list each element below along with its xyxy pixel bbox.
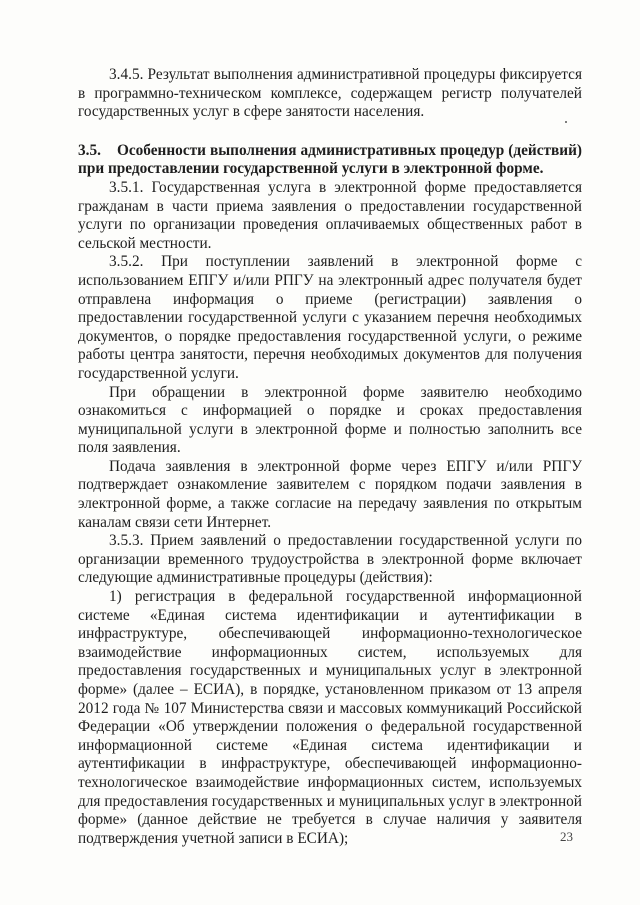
paragraph-electronic-appeal: При обращении в электронной форме заявителю необходимо ознакомиться с информацией о порядке и сроках предоставления муниципальной услуги в электронной форме и полностью заполнить все поля заявления. — [78, 383, 582, 457]
paragraph-3-5-3: 3.5.3. Прием заявлений о предоставлении государственной услуги по организации временного трудоустройства в электронной форме включает следующие административные процедуры (действия): — [78, 532, 582, 587]
scan-speck — [565, 121, 567, 123]
document-body — [78, 66, 582, 848]
paragraph-3-5-1: 3.5.1. Государственная услуга в электронной форме предоставляется гражданам в части приема заявления о предоставлении государственной услуги по организации проведения оплачиваемых общественных работ в сельской местности. — [78, 178, 582, 252]
page-number: 23 — [560, 829, 573, 844]
section-heading-3-5: 3.5. Особенности выполнения административных процедур (действий) при предоставлении государственной услуги в электронной форме. — [78, 141, 582, 178]
paragraph-submission-consent: Подача заявления в электронной форме через ЕПГУ и/или РПГУ подтверждает ознакомление заявителем с порядком подачи заявления в электронной форме, а также согласие на передачу заявления по открытым каналам связи сети Интернет. — [78, 457, 582, 531]
list-item-1-registration: 1) регистрация в федеральной государственной информационной системе «Единая система идентификации и аутентификации в инфраструктуре, обеспечивающей информационно-технологическое взаимодействие информационных систем, используемых для предоставления государственных и муниципальных услуг в электронной форме» (далее – ЕСИА), в порядке, установленном приказом от 13 апреля 2012 года № 107 Министерства связи и массовых коммуникаций Российской Федерации «Об утверждении положения о федеральной государственной информационной системе «Единая система идентификации и аутентификации в инфраструктуре, обеспечивающей информационно-технологическое взаимодействие информационных систем, используемых для предоставления государственных и муниципальных услуг в электронной форме» (данное действие не требуется в случае наличия у заявителя подтверждения учетной записи в ЕСИА); — [78, 588, 582, 847]
paragraph-3-4-5: 3.4.5. Результат выполнения административной процедуры фиксируется в программно-техническом комплексе, содержащем регистр получателей государственных услуг в сфере занятости населения. — [78, 66, 582, 121]
paragraph-3-5-2: 3.5.2. При поступлении заявлений в электронной форме с использованием ЕПГУ и/или РПГУ на электронный адрес получателя будет отправлена информация о приеме (регистрации) заявления о предоставлении государственной услуги с указанием перечня необходимых документов, о порядке предоставления государственной услуги, о режиме работы центра занятости, перечня необходимых документов для получения государственной услуги. — [78, 253, 582, 382]
